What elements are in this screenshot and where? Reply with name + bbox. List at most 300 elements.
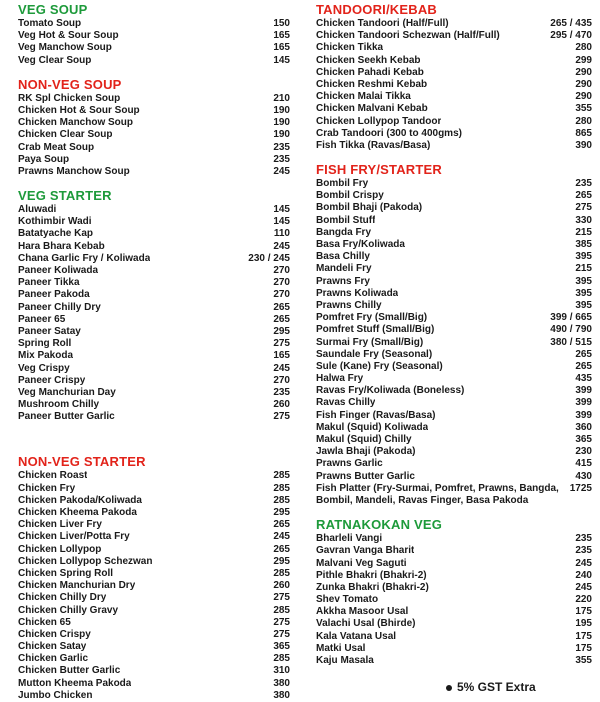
menu-item bbox=[18, 641, 290, 653]
menu-item-price: 380 bbox=[273, 677, 290, 689]
menu-item bbox=[18, 253, 290, 265]
menu-item-price: 235 bbox=[575, 533, 592, 545]
menu-item bbox=[18, 216, 290, 228]
menu-item-price: 220 bbox=[575, 594, 592, 606]
menu-item-name: Prawns Manchow Soup bbox=[18, 165, 130, 177]
menu-item bbox=[18, 531, 290, 543]
menu-item-price: 390 bbox=[575, 139, 592, 151]
section-title: VEG STARTER bbox=[18, 188, 112, 204]
menu-item-name: Paneer Koliwada bbox=[18, 265, 99, 276]
menu-item-price: 399 bbox=[575, 385, 592, 397]
menu-item-price: 270 bbox=[273, 265, 290, 276]
menu-item-price: 145 bbox=[273, 54, 290, 66]
menu-item-price: 265 bbox=[575, 190, 592, 202]
menu-item bbox=[316, 655, 592, 667]
menu-item bbox=[316, 385, 592, 397]
menu-item bbox=[18, 154, 290, 166]
menu-item-name: Crab Meat Soup bbox=[18, 141, 95, 153]
menu-item bbox=[316, 30, 592, 42]
menu-item-price: 280 bbox=[575, 42, 592, 54]
menu-item-name: Chicken Tikka bbox=[316, 42, 384, 54]
menu-item-price: 175 bbox=[575, 606, 592, 618]
menu-item-price: 260 bbox=[273, 580, 290, 592]
menu-item-price: 215 bbox=[575, 263, 592, 275]
menu-item bbox=[316, 434, 592, 446]
menu-item-name: Veg Clear Soup bbox=[18, 54, 92, 66]
menu-item bbox=[18, 302, 290, 314]
menu-item bbox=[316, 67, 592, 79]
menu-item-name: Pomfret Fry (Small/Big) bbox=[316, 312, 428, 324]
menu-item-price: 365 bbox=[575, 434, 592, 445]
menu-item-name: Kaju Masala bbox=[316, 655, 374, 667]
menu-item-price: 165 bbox=[273, 30, 290, 42]
menu-item-price: 385 bbox=[575, 239, 592, 250]
menu-item-price: 435 bbox=[575, 373, 592, 385]
menu-item-name: Spring Roll bbox=[18, 338, 72, 350]
menu-item bbox=[316, 471, 592, 483]
menu-item-price: 399 bbox=[575, 409, 592, 421]
menu-item bbox=[316, 631, 592, 643]
menu-item-name: Paneer Satay bbox=[18, 325, 81, 337]
menu-item-name: Bombil Crispy bbox=[316, 190, 384, 202]
menu-item-name: Chicken Roast bbox=[18, 470, 88, 482]
menu-item-name: Fish Finger (Ravas/Basa) bbox=[316, 409, 436, 421]
menu-item bbox=[316, 446, 592, 458]
menu-item bbox=[316, 202, 592, 214]
menu-item-name: Chicken Malvani Kebab bbox=[316, 103, 428, 115]
menu-item-price: 235 bbox=[273, 386, 290, 398]
menu-item-name: Chicken Reshmi Kebab bbox=[316, 78, 428, 90]
menu-item-price: 270 bbox=[273, 374, 290, 386]
menu-item-price: 285 bbox=[273, 482, 290, 494]
menu-item-name: Veg Crispy bbox=[18, 362, 70, 374]
menu-item-name: RK Spl Chicken Soup bbox=[18, 92, 121, 104]
menu-item-price: 265 bbox=[273, 313, 290, 325]
section-title: VEG SOUP bbox=[18, 2, 88, 17]
menu-item-price: 490 / 790 bbox=[550, 324, 592, 336]
menu-item-name: Chicken Garlic bbox=[18, 653, 89, 665]
menu-item bbox=[316, 361, 592, 373]
menu-item-name: Prawns Fry bbox=[316, 275, 370, 287]
menu-item-name: Ravas Fry/Koliwada (Boneless) bbox=[316, 385, 465, 397]
menu-item-name: Gavran Vanga Bharit bbox=[316, 545, 415, 557]
menu-item-price: 265 / 435 bbox=[550, 18, 592, 29]
menu-item-name: Basa Chilly bbox=[316, 251, 370, 263]
menu-item-name: Chicken 65 bbox=[18, 616, 71, 628]
menu-item bbox=[316, 458, 592, 470]
menu-item-price: 265 bbox=[273, 519, 290, 531]
menu-item bbox=[18, 289, 290, 301]
menu-item-name: Mix Pakoda bbox=[18, 350, 74, 362]
menu-item-price: 360 bbox=[575, 421, 592, 433]
menu-item-name: Chicken Crispy bbox=[18, 628, 91, 640]
menu-item bbox=[18, 117, 290, 129]
menu-item-name: Chicken Tandoori Schezwan (Half/Full) bbox=[316, 30, 500, 42]
menu-item-price: 299 bbox=[575, 54, 592, 66]
menu-item bbox=[18, 18, 290, 30]
menu-item-price: 245 bbox=[273, 531, 290, 543]
menu-item bbox=[18, 105, 290, 117]
menu-item-name: Paya Soup bbox=[18, 153, 70, 165]
menu-item bbox=[316, 91, 592, 103]
menu-item bbox=[18, 483, 290, 495]
gst-note bbox=[446, 680, 536, 694]
section-title: FISH FRY/STARTER bbox=[316, 162, 442, 178]
menu-item bbox=[316, 643, 592, 655]
menu-item-price: 355 bbox=[575, 655, 592, 667]
menu-item-name: Malvani Veg Saguti bbox=[316, 557, 407, 569]
menu-item bbox=[18, 605, 290, 617]
menu-item bbox=[18, 580, 290, 592]
menu-item-name: Zunka Bhakri (Bhakri-2) bbox=[316, 581, 429, 593]
menu-item-name: Chicken Clear Soup bbox=[18, 129, 113, 141]
menu-item-price: 399 / 665 bbox=[550, 312, 592, 324]
menu-item-price: 235 bbox=[575, 178, 592, 190]
menu-item bbox=[18, 617, 290, 629]
menu-item bbox=[316, 558, 592, 570]
section-title: TANDOORI/KEBAB bbox=[316, 2, 437, 17]
menu-item-name: Bangda Fry bbox=[316, 226, 372, 238]
menu-item-price: 175 bbox=[575, 642, 592, 654]
menu-item bbox=[18, 592, 290, 604]
menu-item-price: 265 bbox=[273, 543, 290, 555]
menu-item-name: Prawns Garlic bbox=[316, 458, 383, 470]
menu-item bbox=[316, 55, 592, 67]
menu-item-name: Batatyache Kap bbox=[18, 228, 94, 240]
menu-item-name: Veg Manchurian Day bbox=[18, 386, 116, 398]
menu-item-name: Saundale Fry (Seasonal) bbox=[316, 348, 433, 360]
menu-item-name: Fish Platter (Fry-Surmai, Pomfret, Prawns, Bangda, Bombil, Mandeli, Ravas Finger, Basa Pakoda bbox=[316, 482, 559, 506]
menu-item-name: Chicken Liver Fry bbox=[18, 519, 102, 531]
menu-item bbox=[18, 277, 290, 289]
menu-item-price: 285 bbox=[273, 494, 290, 506]
menu-item bbox=[18, 265, 290, 277]
menu-item bbox=[18, 411, 290, 423]
menu-item-price: 865 bbox=[575, 127, 592, 139]
section-non-veg-soup bbox=[18, 76, 290, 178]
menu-item bbox=[316, 116, 592, 128]
menu-item-name: Chicken Hot & Sour Soup bbox=[18, 104, 140, 116]
menu-item-price: 415 bbox=[575, 458, 592, 470]
menu-item-price: 275 bbox=[575, 202, 592, 214]
menu-item bbox=[18, 653, 290, 665]
menu-item bbox=[18, 204, 290, 216]
menu-item-name: Mutton Kheema Pakoda bbox=[18, 677, 132, 689]
menu-item-name: Shev Tomato bbox=[316, 594, 379, 606]
menu-item-name: Chicken Pakoda/Koliwada bbox=[18, 494, 142, 506]
menu-item-price: 295 bbox=[273, 555, 290, 567]
menu-item bbox=[316, 422, 592, 434]
menu-item bbox=[316, 349, 592, 361]
menu-item bbox=[18, 544, 290, 556]
menu-item-name: Crab Tandoori (300 to 400gms) bbox=[316, 127, 462, 139]
menu-item-name: Chicken Satay bbox=[18, 641, 87, 653]
menu-item bbox=[18, 678, 290, 690]
menu-item bbox=[316, 545, 592, 557]
menu-item bbox=[316, 263, 592, 275]
menu-item-name: Paneer Tikka bbox=[18, 277, 80, 289]
menu-item-name: Chicken Spring Roll bbox=[18, 567, 114, 579]
menu-item-price: 395 bbox=[575, 287, 592, 299]
menu-item-price: 285 bbox=[273, 604, 290, 616]
menu-item-price: 380 bbox=[273, 689, 290, 701]
menu-item-price: 245 bbox=[273, 362, 290, 374]
menu-item-name: Paneer Chilly Dry bbox=[18, 301, 101, 313]
menu-item bbox=[18, 338, 290, 350]
menu-item-price: 395 bbox=[575, 251, 592, 263]
menu-item-price: 245 bbox=[575, 581, 592, 593]
menu-item-name: Chicken Lollypop Tandoor bbox=[316, 115, 442, 127]
menu-item-name: Pithle Bhakri (Bhakri-2) bbox=[316, 569, 427, 581]
menu-item-name: Valachi Usal (Bhirde) bbox=[316, 618, 416, 630]
menu-item-price: 275 bbox=[273, 616, 290, 628]
menu-item-price: 195 bbox=[575, 618, 592, 630]
menu-item-name: Bombil Bhaji (Pakoda) bbox=[316, 202, 423, 214]
menu-item-name: Paneer Butter Garlic bbox=[18, 411, 115, 423]
menu-item bbox=[316, 18, 592, 30]
menu-item-price: 330 bbox=[575, 214, 592, 226]
menu-item bbox=[316, 288, 592, 300]
menu-item bbox=[316, 239, 592, 251]
menu-item bbox=[316, 276, 592, 288]
menu-item bbox=[316, 251, 592, 263]
menu-item bbox=[18, 629, 290, 641]
menu-item-price: 399 bbox=[575, 397, 592, 409]
menu-item-name: Makul (Squid) Koliwada bbox=[316, 421, 429, 433]
menu-item-name: Chicken Malai Tikka bbox=[316, 91, 411, 103]
menu-item-name: Chicken Chilly Gravy bbox=[18, 604, 119, 616]
menu-item bbox=[316, 397, 592, 409]
menu-item-name: Chicken Butter Garlic bbox=[18, 665, 121, 677]
menu-item-name: Veg Hot & Sour Soup bbox=[18, 30, 119, 42]
menu-item bbox=[316, 103, 592, 115]
menu-item bbox=[316, 178, 592, 190]
menu-item-price: 190 bbox=[273, 129, 290, 141]
menu-item-price: 285 bbox=[273, 470, 290, 482]
menu-item-price: 260 bbox=[273, 399, 290, 411]
menu-item-name: Chicken Tandoori (Half/Full) bbox=[316, 18, 449, 29]
menu-item bbox=[18, 314, 290, 326]
menu-item bbox=[18, 665, 290, 677]
menu-item-price: 290 bbox=[575, 78, 592, 90]
menu-item-price: 240 bbox=[575, 569, 592, 581]
menu-item-name: Chana Garlic Fry / Koliwada bbox=[18, 252, 151, 264]
menu-item-name: Chicken Lollypop Schezwan bbox=[18, 555, 153, 567]
menu-item-price: 295 bbox=[273, 325, 290, 337]
menu-item-price: 235 bbox=[273, 153, 290, 165]
menu-item-name: Chicken Pahadi Kebab bbox=[316, 66, 424, 78]
menu-item bbox=[316, 618, 592, 630]
menu-item bbox=[316, 312, 592, 324]
menu-item-name: Chicken Chilly Dry bbox=[18, 592, 107, 604]
menu-item-name: Chicken Kheema Pakoda bbox=[18, 507, 137, 518]
menu-item-price: 235 bbox=[575, 545, 592, 557]
menu-item-name: Bharleli Vangi bbox=[316, 533, 383, 545]
menu-item-name: Paneer 65 bbox=[18, 313, 66, 325]
menu-item bbox=[18, 507, 290, 519]
menu-item-price: 165 bbox=[273, 350, 290, 362]
menu-item-price: 175 bbox=[575, 630, 592, 642]
section-title: NON-VEG SOUP bbox=[18, 76, 122, 92]
menu-item bbox=[316, 128, 592, 140]
menu-item-name: Jawla Bhaji (Pakoda) bbox=[316, 446, 416, 458]
menu-item bbox=[18, 30, 290, 42]
menu-item-name: Jumbo Chicken bbox=[18, 689, 93, 701]
menu-item bbox=[316, 410, 592, 422]
menu-item-price: 285 bbox=[273, 653, 290, 665]
menu-item bbox=[316, 606, 592, 618]
menu-item bbox=[18, 42, 290, 54]
menu-item-price: 280 bbox=[575, 115, 592, 127]
menu-item-name: Chicken Manchow Soup bbox=[18, 117, 134, 129]
menu-item bbox=[316, 140, 592, 152]
section-ratnakokan-veg bbox=[316, 516, 592, 667]
menu-item bbox=[316, 594, 592, 606]
menu-item-price: 270 bbox=[273, 277, 290, 289]
section-title: NON-VEG STARTER bbox=[18, 454, 146, 470]
menu-item-name: Aluwadi bbox=[18, 204, 57, 216]
menu-item-name: Basa Fry/Koliwada bbox=[316, 239, 405, 250]
menu-item-name: Bombil Fry bbox=[316, 178, 369, 190]
menu-item-price: 145 bbox=[273, 216, 290, 228]
menu-item-price: 310 bbox=[273, 665, 290, 677]
menu-item-price: 295 bbox=[273, 507, 290, 518]
bullet-icon bbox=[446, 685, 452, 691]
menu-item-name: Halwa Fry bbox=[316, 373, 364, 385]
section-fish-fry-starter bbox=[316, 161, 592, 507]
menu-item-price: 275 bbox=[273, 628, 290, 640]
menu-item bbox=[18, 241, 290, 253]
menu-item-price: 190 bbox=[273, 104, 290, 116]
menu-item-name: Prawns Butter Garlic bbox=[316, 470, 415, 482]
menu-item bbox=[18, 326, 290, 338]
menu-item-price: 190 bbox=[273, 117, 290, 129]
menu-item-name: Chicken Lollypop bbox=[18, 543, 102, 555]
menu-item-name: Akkha Masoor Usal bbox=[316, 606, 409, 618]
menu-item bbox=[316, 190, 592, 202]
menu-item bbox=[18, 690, 290, 702]
menu-item-price: 165 bbox=[273, 42, 290, 54]
menu-item-name: Chicken Fry bbox=[18, 482, 76, 494]
menu-item-price: 245 bbox=[575, 557, 592, 569]
menu-item-name: Pomfret Stuff (Small/Big) bbox=[316, 324, 435, 336]
menu-item-price: 275 bbox=[273, 592, 290, 604]
menu-item-name: Kothimbir Wadi bbox=[18, 216, 92, 228]
menu-item-price: 110 bbox=[273, 228, 290, 240]
menu-item bbox=[316, 79, 592, 91]
menu-item bbox=[18, 55, 290, 67]
menu-item-name: Paneer Crispy bbox=[18, 374, 86, 386]
menu-item-price: 265 bbox=[273, 301, 290, 313]
menu-item-price: 365 bbox=[273, 641, 290, 653]
menu-item bbox=[316, 324, 592, 336]
section-tandoori-kebab bbox=[316, 1, 592, 152]
menu-item bbox=[18, 495, 290, 507]
menu-item-price: 430 bbox=[575, 470, 592, 482]
menu-item bbox=[18, 142, 290, 154]
menu-item-name: Bombil Stuff bbox=[316, 214, 376, 226]
menu-item-price: 265 bbox=[575, 360, 592, 372]
menu-item bbox=[316, 373, 592, 385]
section-veg-soup bbox=[18, 1, 290, 67]
menu-item bbox=[316, 533, 592, 545]
menu-item bbox=[18, 568, 290, 580]
menu-item bbox=[18, 470, 290, 482]
menu-item-price: 355 bbox=[575, 103, 592, 115]
menu-item-price: 265 bbox=[575, 348, 592, 360]
menu-item-name: Mushroom Chilly bbox=[18, 399, 100, 411]
menu-item bbox=[18, 387, 290, 399]
gst-note-text: 5% GST Extra bbox=[457, 680, 536, 694]
section-veg-starter bbox=[18, 187, 290, 423]
menu-item-name: Hara Bhara Kebab bbox=[18, 240, 105, 252]
menu-item-name: Veg Manchow Soup bbox=[18, 42, 112, 54]
menu-item-name: Ravas Chilly bbox=[316, 397, 376, 409]
menu-item bbox=[316, 337, 592, 349]
menu-item-name: Sule (Kane) Fry (Seasonal) bbox=[316, 360, 443, 372]
menu-item bbox=[18, 363, 290, 375]
menu-item-price: 395 bbox=[575, 275, 592, 287]
menu-item-price: 395 bbox=[575, 299, 592, 311]
menu-item bbox=[18, 228, 290, 240]
menu-item-name: Paneer Pakoda bbox=[18, 289, 90, 301]
menu-item-name: Surmai Fry (Small/Big) bbox=[316, 336, 424, 348]
menu-column-left bbox=[18, 0, 290, 702]
menu-item bbox=[18, 399, 290, 411]
menu-item-price: 245 bbox=[273, 240, 290, 252]
menu-item-price: 245 bbox=[273, 165, 290, 177]
menu-item-name: Prawns Chilly bbox=[316, 299, 382, 311]
section-title: RATNAKOKAN VEG bbox=[316, 517, 443, 533]
menu-item bbox=[316, 42, 592, 54]
menu-item-name: Chicken Manchurian Dry bbox=[18, 580, 136, 592]
menu-item bbox=[316, 582, 592, 594]
menu-item bbox=[18, 350, 290, 362]
menu-item-price: 235 bbox=[273, 141, 290, 153]
menu-column-right bbox=[316, 0, 592, 667]
menu-item-price: 275 bbox=[273, 411, 290, 423]
menu-item bbox=[316, 570, 592, 582]
menu-item-name: Chicken Seekh Kebab bbox=[316, 54, 421, 66]
menu-item-name: Mandeli Fry bbox=[316, 263, 372, 275]
menu-item bbox=[18, 129, 290, 141]
menu-item-name: Tomato Soup bbox=[18, 18, 82, 29]
menu-item bbox=[316, 300, 592, 312]
menu-item-name: Fish Tikka (Ravas/Basa) bbox=[316, 139, 431, 151]
menu-item-price: 270 bbox=[273, 289, 290, 301]
menu-item bbox=[18, 93, 290, 105]
menu-item-price: 380 / 515 bbox=[550, 336, 592, 348]
menu-item-price: 150 bbox=[273, 18, 290, 29]
menu-item-price: 290 bbox=[575, 91, 592, 103]
menu-item bbox=[316, 227, 592, 239]
menu-item-price: 1725 bbox=[569, 482, 592, 494]
menu-item-name: Matki Usal bbox=[316, 642, 366, 654]
menu-item-price: 230 / 245 bbox=[248, 252, 290, 264]
menu-item bbox=[316, 483, 592, 507]
menu-item-price: 275 bbox=[273, 338, 290, 350]
menu-item-price: 285 bbox=[273, 567, 290, 579]
section-non-veg-starter bbox=[18, 453, 290, 702]
menu-item-price: 295 / 470 bbox=[550, 30, 592, 42]
menu-item-price: 215 bbox=[575, 226, 592, 238]
menu-item bbox=[316, 215, 592, 227]
menu-item-name: Prawns Koliwada bbox=[316, 287, 399, 299]
menu-item-price: 145 bbox=[273, 204, 290, 216]
menu-item-price: 210 bbox=[273, 92, 290, 104]
menu-item-name: Kala Vatana Usal bbox=[316, 630, 397, 642]
menu-item-price: 290 bbox=[575, 66, 592, 78]
